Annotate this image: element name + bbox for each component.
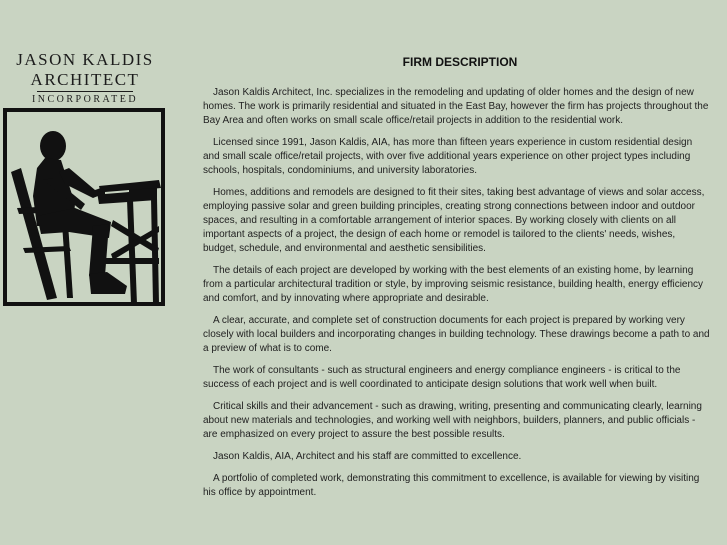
paragraph: The work of consultants - such as structural engineers and energy compliance engineers - is critical to the success of each project and is well coordinated to anticipate design solutions that work well when built. [203,365,681,390]
brand-divider [37,91,133,92]
paragraph: A portfolio of completed work, demonstrating this commitment to excellence, is available for viewing by visiting his office by appointment. [203,473,700,498]
paragraph: Jason Kaldis Architect, Inc. specializes in the remodeling and updating of older homes and the design of new homes. The work is primarily residential and situated in the East Bay, however the firm has projects throughout the Bay Area and often works on small scale office/retail projects in addition to the residential work. [203,87,709,126]
brand-profession: ARCHITECT [30,70,140,89]
page-title: FIRM DESCRIPTION [402,55,518,69]
paragraph: Licensed since 1991, Jason Kaldis, AIA, has more than fifteen years experience in custom residential design and small scale office/retail projects, with over five additional years experience on other project types including schools, hospitals, condominiums, and university laboratories. [203,137,693,176]
paragraph: Jason Kaldis, AIA, Architect and his staff are committed to excellence. [213,451,522,462]
brand-suffix: INCORPORATED [31,94,139,105]
paragraph: Critical skills and their advancement - such as drawing, writing, presenting and communicating clearly, learning about new materials and technologies, and working well with neighbors, builders, planners, and public officials - are emphasized on every project to assure the best possible results. [203,401,702,440]
paragraph: Homes, additions and remodels are designed to fit their sites, taking best advantage of views and solar access, employing passive solar and green building principles, creating strong connections between indoor and outdoor spaces, and resulting in a comfortable arrangement of interior spaces. By working closely with clients on all important aspects of a project, the design of each home or remodel is tailored to the clients' needs, wishes, budget, schedule, and environmental and aesthetic sensibilities. [203,187,705,254]
architect-at-drafting-table-icon [3,108,165,306]
paragraph: A clear, accurate, and complete set of construction documents for each project is prepared by working very closely with local builders and incorporating changes in building technology. These drawings become a path to and a preview of what is to come. [203,315,710,354]
paragraph: The details of each project are developed by working with the best elements of an existing home, by learning from a particular architectural tradition or style, by improving seismic resistance, building health, energy efficiency and comfort, and by innovating where appropriate and desirable. [203,265,704,304]
firm-description [203,52,711,508]
brand-wordmark [0,50,170,107]
brand-name: JASON KALDIS [16,50,154,69]
